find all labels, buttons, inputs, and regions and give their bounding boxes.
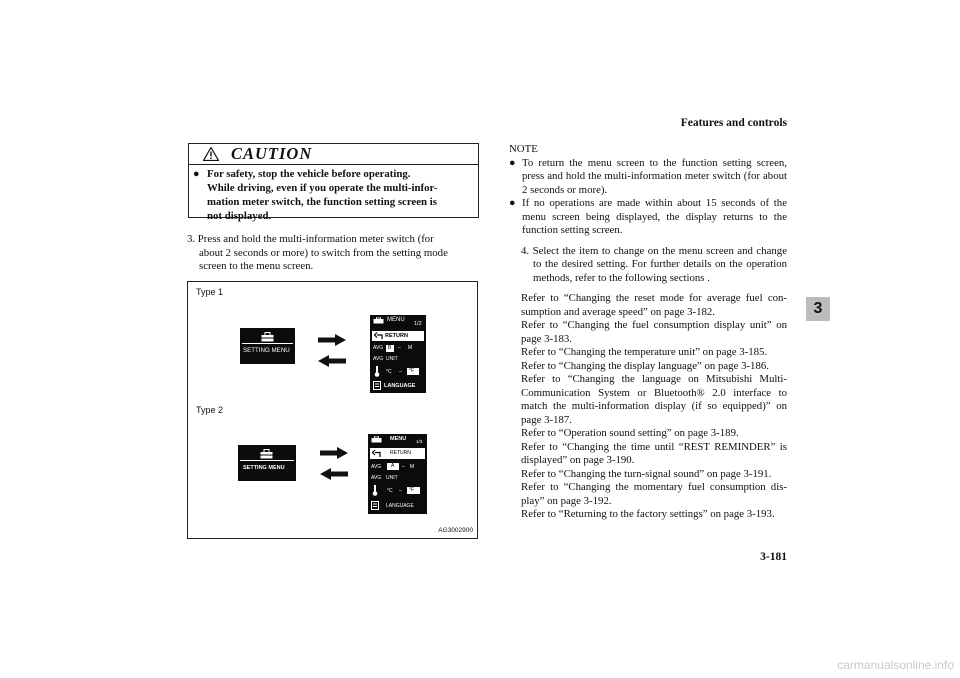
toolbox-icon	[373, 317, 384, 324]
fahrenheit-label: °F	[409, 487, 415, 493]
menu-screen-type2	[368, 434, 427, 514]
caution-line: For safety, stop the vehicle before operating.	[207, 168, 411, 180]
reference-list	[509, 292, 787, 522]
return-label: RETURN	[390, 450, 411, 456]
setting-menu-screen	[240, 328, 295, 364]
fahrenheit-box[interactable]	[407, 487, 420, 494]
avg-unit-avg: AVG	[373, 356, 384, 362]
toolbox-icon	[371, 436, 382, 443]
caution-line: not displayed.	[207, 210, 272, 222]
figure-code: AG3002900	[438, 527, 473, 534]
page-indicator: 1/2	[414, 321, 422, 327]
return-label: RETURN	[385, 333, 408, 339]
avg-label: AVG	[373, 345, 384, 351]
option-m: M	[408, 345, 413, 351]
dash: –	[399, 369, 402, 375]
left-arrow-icon	[320, 468, 348, 480]
menu-screen-type1	[370, 315, 426, 393]
setting-menu-label: SETTING MENU	[243, 465, 285, 471]
avg-unit-avg: AVG	[371, 475, 382, 481]
option-a: A	[391, 463, 395, 469]
option-b: B	[388, 345, 392, 351]
divider	[242, 343, 293, 344]
watermark: carmanualsonline.info	[837, 658, 954, 672]
toolbox-icon	[260, 449, 273, 459]
note-label: NOTE	[509, 143, 538, 155]
return-row[interactable]	[372, 331, 424, 341]
return-arrow-icon	[372, 449, 381, 458]
reference-item: Refer to “Changing the display language” on page 3-186.	[521, 359, 769, 372]
reference-item: Refer to “Changing the fuel consumption display unit” on page 3-183.	[521, 319, 787, 345]
caution-text	[193, 167, 472, 223]
menu-title: MENU	[390, 436, 407, 442]
section-header: Features and controls	[680, 117, 787, 129]
note-item	[509, 197, 787, 238]
avg-unit-label: UNIT	[386, 356, 398, 362]
bullet-icon: ●	[509, 156, 516, 169]
note-item	[509, 157, 787, 198]
divider	[240, 460, 294, 461]
caution-box	[188, 143, 479, 222]
fahrenheit-label: °F	[409, 368, 415, 374]
return-arrow-icon	[374, 332, 383, 340]
celsius-label: °C	[387, 488, 393, 494]
page-indicator: 1/3	[416, 439, 423, 444]
right-arrow-icon	[318, 334, 346, 346]
dash: –	[398, 345, 401, 351]
toolbox-icon	[261, 332, 274, 342]
left-arrow-icon	[318, 355, 346, 367]
avg-option-box[interactable]	[387, 463, 399, 470]
right-arrow-icon	[320, 447, 348, 459]
step-4: 4. Select the item to change on the menu screen and change to the desired setting. For further details on the operation methods, refer to the following sections .	[521, 244, 787, 284]
language-label: LANGUAGE	[384, 383, 416, 389]
language-label: LANGUAGE	[386, 503, 414, 509]
reference-item: Refer to “Operation sound setting” on page 3-189.	[521, 427, 739, 439]
caution-header	[189, 144, 478, 165]
fahrenheit-box[interactable]	[407, 368, 419, 375]
setting-menu-label: SETTING MENU	[243, 347, 290, 354]
bullet-icon: ●	[193, 168, 200, 180]
reference-item: Refer to “Changing the reset mode for average fuel con-sumption and average speed” on page 3-182.	[521, 292, 787, 318]
type2-label: Type 2	[196, 405, 224, 415]
warning-triangle-icon	[203, 147, 219, 161]
dash: –	[399, 488, 402, 494]
setting-menu-screen-type2	[238, 445, 296, 481]
menu-title: MENU	[387, 317, 405, 323]
bullet-icon: ●	[509, 197, 516, 209]
reference-item: Refer to “Changing the time until “REST REMINDER” is displayed” on page 3-190.	[521, 440, 787, 466]
dash: –	[402, 464, 405, 470]
celsius-label: °C	[386, 369, 392, 375]
type1-label: Type 1	[196, 287, 224, 297]
thermometer-icon	[372, 485, 378, 496]
return-row[interactable]	[370, 448, 425, 459]
caution-line: While driving, even if you operate the multi-infor-	[207, 182, 438, 194]
chapter-tab: 3	[806, 297, 830, 321]
avg-unit-label: UNIT	[386, 475, 398, 481]
step-line: 3. Press and hold the multi-information meter switch (for	[187, 233, 434, 245]
page-number: 3-181	[760, 551, 787, 563]
language-icon	[371, 501, 379, 510]
step-3	[187, 233, 477, 274]
option-m: M	[410, 464, 415, 470]
figure-box	[187, 281, 478, 539]
note-text: If no operations are made within about 15 seconds of the menu screen being displayed, the display returns to the function setting screen.	[522, 197, 787, 236]
reference-item: Refer to “Returning to the factory settings” on page 3-193.	[521, 508, 775, 520]
right-column	[509, 143, 787, 522]
step-line: screen to the menu screen.	[199, 260, 314, 272]
reference-item: Refer to “Changing the turn-signal sound” on page 3-191.	[521, 467, 772, 480]
step-line: about 2 seconds or more) to switch from the setting mode	[199, 246, 448, 259]
avg-label: AVG	[371, 464, 382, 470]
reference-item: Refer to “Changing the language on Mitsubishi Multi-Communication System or Bluetooth® 2.0 interface to match the multi-information display (if so equipped)” on page 3-187.	[521, 373, 787, 426]
reference-item: Refer to “Changing the momentary fuel consumption dis-play” on page 3-192.	[521, 481, 787, 507]
thermometer-icon	[374, 366, 380, 377]
avg-option-box[interactable]	[386, 345, 394, 352]
reference-item: Refer to “Changing the temperature unit” on page 3-185.	[521, 346, 768, 358]
note-text: To return the menu screen to the function setting screen, press and hold the multi-information meter switch (for about 2 seconds or more).	[522, 156, 787, 196]
caution-title: CAUTION	[231, 144, 313, 163]
language-icon	[373, 381, 381, 390]
caution-line: mation meter switch, the function setting screen is	[207, 196, 437, 208]
